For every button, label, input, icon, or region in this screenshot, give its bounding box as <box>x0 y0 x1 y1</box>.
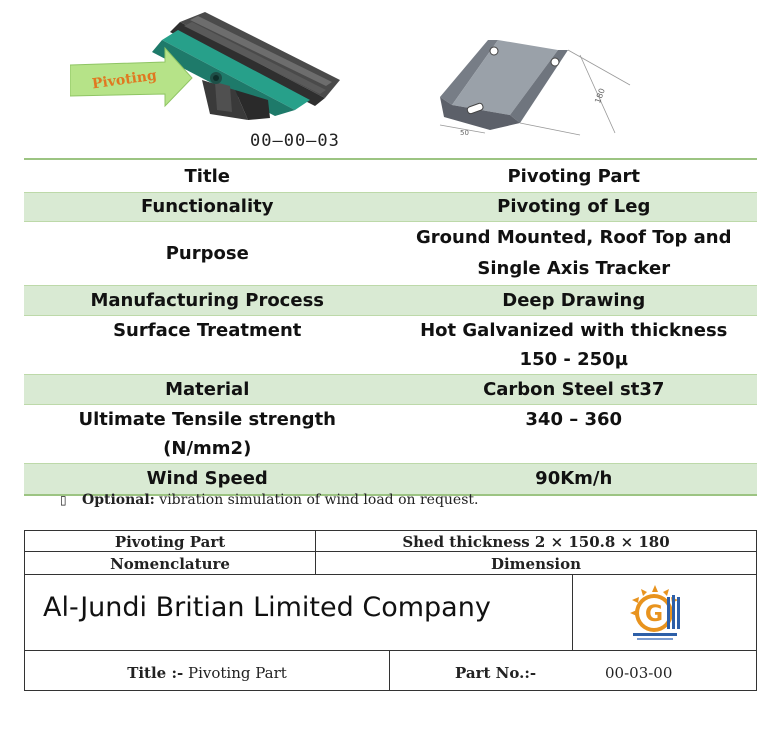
spec-label: Material <box>165 379 250 400</box>
note-bullet: ▯ <box>60 493 67 507</box>
part-name-cell: Pivoting Part <box>114 533 226 551</box>
company-name: Al-Jundi Britian Limited Company <box>43 592 491 623</box>
part-no-label: Part No.:- <box>455 664 537 682</box>
optional-note <box>60 492 478 508</box>
spec-value: Pivoting of Leg <box>497 196 651 217</box>
nomenclature-label: Nomenclature <box>110 555 230 573</box>
spec-value: 90Km/h <box>535 468 613 489</box>
spec-row-title <box>24 160 757 192</box>
spec-value-line: Ground Mounted, Roof Top and <box>416 226 732 248</box>
spec-row-purpose <box>24 222 757 285</box>
pivoting-part-render <box>70 10 340 125</box>
logo-letter: G <box>644 602 664 627</box>
spec-value: 340 – 360 <box>525 409 623 430</box>
title-block <box>24 530 757 691</box>
part-no-value: 00-03-00 <box>605 664 673 682</box>
spec-value-line: 150 - 250µ <box>519 349 628 370</box>
spec-value: Deep Drawing <box>502 290 646 311</box>
part-code: 00—00—03 <box>250 131 340 151</box>
spec-row-tensile <box>24 405 757 463</box>
spec-table <box>24 158 757 496</box>
spec-row-material <box>24 375 757 404</box>
optional-label: Optional: <box>82 492 155 508</box>
spec-row-manufacturing <box>24 286 757 315</box>
optional-text: vibration simulation of wind load on request. <box>154 492 479 508</box>
dimension-width-label: 50 <box>460 129 469 137</box>
title-value: Pivoting Part <box>183 664 287 682</box>
spec-value: Carbon Steel st37 <box>483 379 665 400</box>
spec-value-group <box>391 316 758 374</box>
spec-value-line: Hot Galvanized with thickness <box>420 320 728 341</box>
spec-value-group <box>391 220 758 285</box>
spec-label: Manufacturing Process <box>90 290 324 311</box>
spec-row-wind <box>24 464 757 494</box>
dimension-value-cell: Shed thickness 2 × 150.8 × 180 <box>402 533 670 551</box>
spec-row-surface <box>24 316 757 374</box>
pivoting-arrow-label: Pivoting <box>91 67 158 93</box>
dimension-length-label: 180 <box>593 87 607 105</box>
spec-label: Surface Treatment <box>113 320 302 341</box>
spec-label: Wind Speed <box>146 468 268 489</box>
spec-value-line: Single Axis Tracker <box>477 257 671 279</box>
title-cell <box>25 664 389 682</box>
bracket-drawing <box>430 25 650 140</box>
title-label: Title :- <box>127 664 184 682</box>
spec-label-line: (N/mm2) <box>163 438 252 459</box>
company-logo <box>627 583 683 643</box>
spec-value: Pivoting Part <box>507 166 641 187</box>
spec-label: Functionality <box>141 196 274 217</box>
spec-label: Title <box>184 166 230 187</box>
spec-label-group <box>24 405 391 463</box>
spec-label: Purpose <box>165 243 249 264</box>
dimension-label: Dimension <box>490 555 582 573</box>
spec-row-functionality <box>24 193 757 221</box>
spec-label-line: Ultimate Tensile strength <box>78 409 336 430</box>
